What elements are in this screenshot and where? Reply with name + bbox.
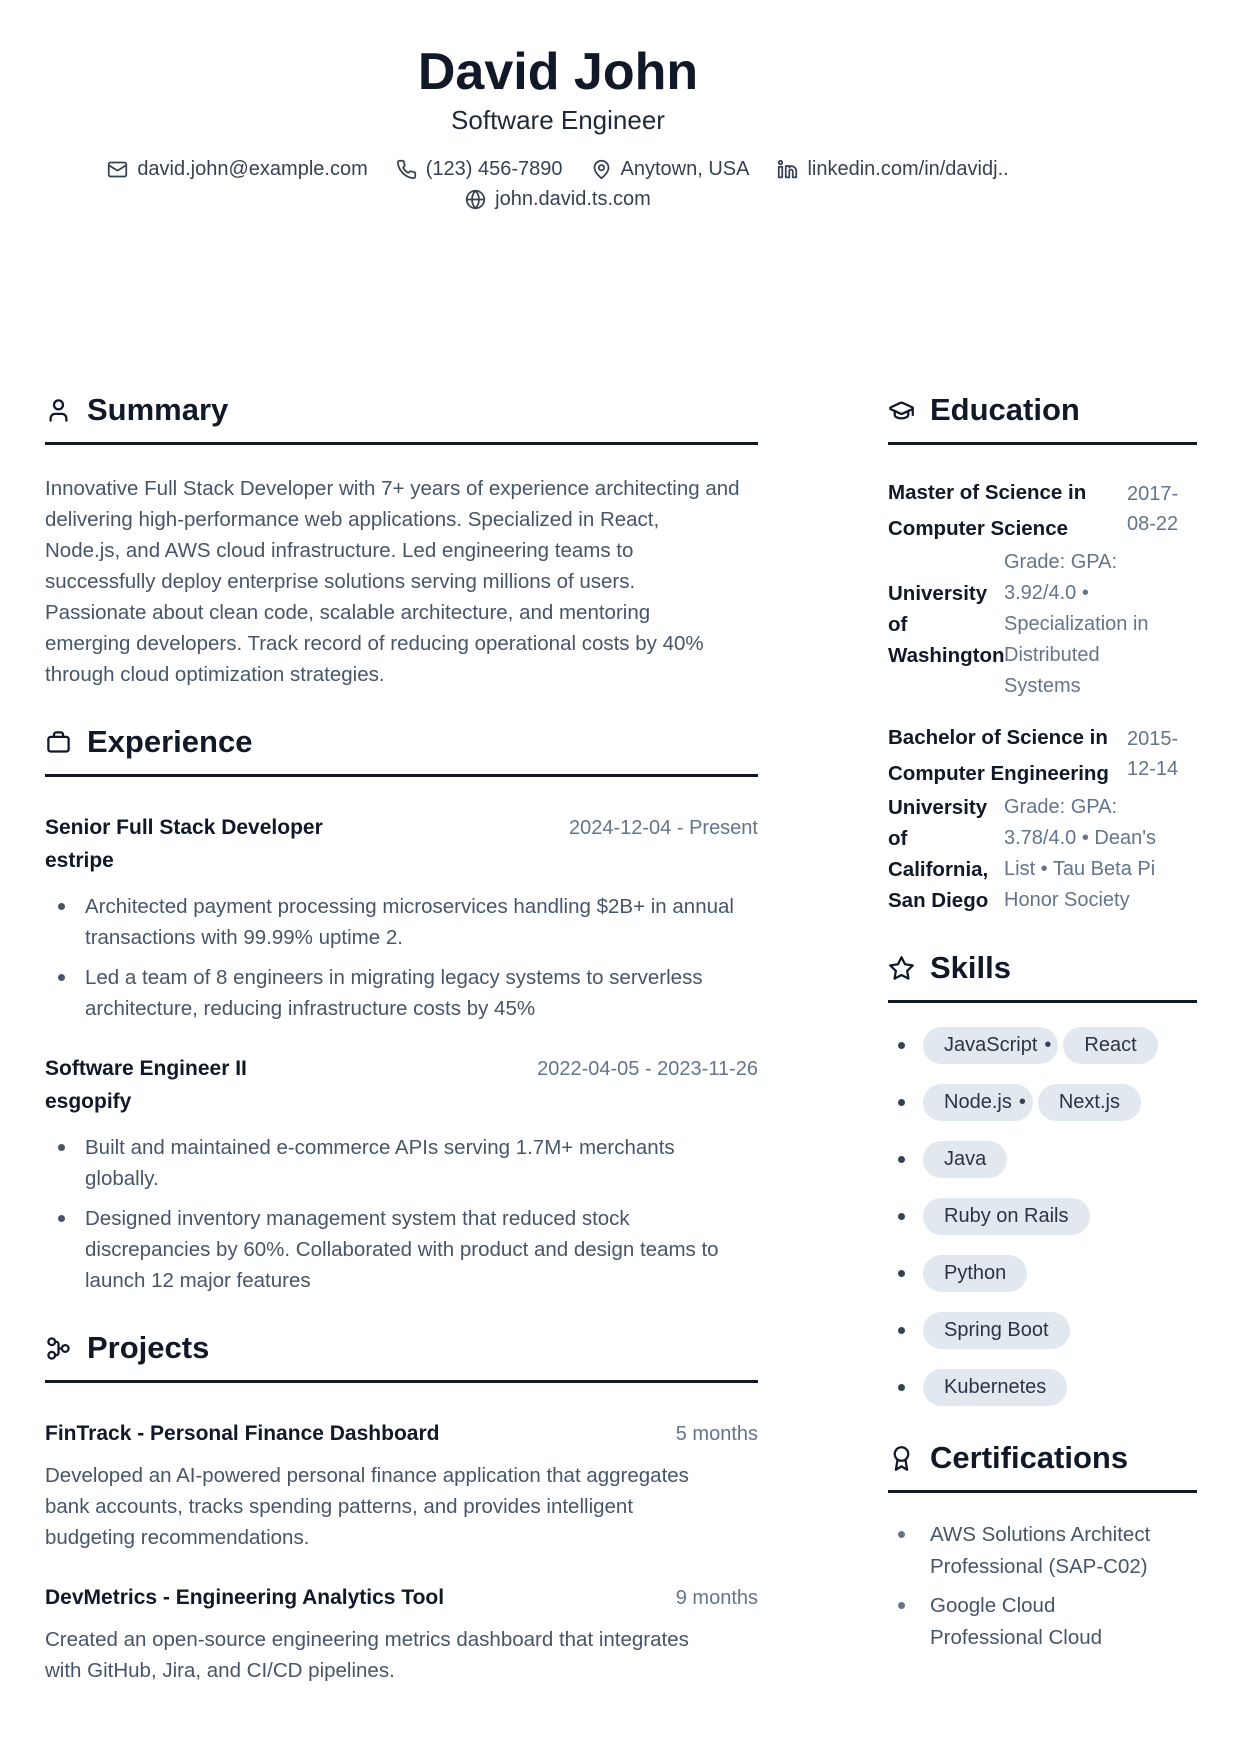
education-entry	[888, 720, 1197, 916]
skill-pill: Next.js	[1038, 1084, 1141, 1121]
job-list	[45, 811, 758, 1296]
project-entry	[45, 1417, 758, 1553]
contact-item	[396, 154, 563, 184]
education-details: Grade: GPA: 3.78/4.0 • Dean's List • Tau Beta Pi Honor Society	[1004, 796, 1157, 911]
contact-item	[465, 184, 651, 214]
skill-row	[888, 1141, 1197, 1178]
education-date: 2017-08-22	[1127, 483, 1179, 535]
education-entry	[888, 475, 1197, 702]
contact-text: john.david.ts.com	[495, 188, 651, 210]
contact-item	[777, 154, 1008, 184]
contact-text: david.john@example.com	[137, 158, 368, 180]
section-divider	[45, 774, 758, 777]
right-column	[888, 390, 1197, 1707]
project-duration: 9 months	[675, 1587, 758, 1609]
section-heading	[888, 1438, 1197, 1478]
experience-entry	[45, 1052, 758, 1296]
section-divider	[888, 1490, 1197, 1493]
job-dates: 2022-04-05 - 2023-11-26	[537, 1058, 758, 1080]
section-heading	[45, 390, 758, 430]
job-company: estripe	[45, 849, 114, 872]
education-date: 2015-12-14	[1127, 728, 1179, 780]
skill-separator: •	[1044, 1034, 1052, 1056]
education-details: Grade: GPA: 3.92/4.0 • Specialization in Distributed Systems	[1004, 551, 1149, 697]
section-title: Summary	[87, 392, 229, 427]
project-list	[45, 1417, 758, 1686]
job-dates: 2024-12-04 - Present	[568, 817, 758, 839]
job-bullet: Designed inventory management system that reduced stock discrepancies by 60%. Collaborated with product and design teams to launch 12 major features	[45, 1203, 740, 1296]
skill-row	[888, 1084, 1197, 1121]
school-list	[888, 475, 1197, 916]
section-title: Certifications	[930, 1440, 1129, 1475]
section-title: Experience	[87, 724, 253, 759]
briefcase-icon	[45, 729, 72, 756]
contact-item	[107, 154, 367, 184]
job-bullet: Architected payment processing microservices handling $2B+ in annual transactions with 99.99% uptime 2.	[45, 891, 740, 953]
skill-list	[888, 1027, 1197, 1406]
contact-text: linkedin.com/in/davidj..	[807, 158, 1009, 180]
contact-info	[0, 154, 1116, 214]
projects-section	[45, 1328, 758, 1686]
phone-icon	[396, 159, 417, 180]
linkedin-icon	[777, 159, 798, 180]
contact-row-2	[0, 184, 1116, 214]
candidate-title: Software Engineer	[451, 105, 665, 135]
job-bullet: Built and maintained e-commerce APIs serving 1.7M+ merchants globally.	[45, 1132, 740, 1194]
summary-section	[45, 390, 758, 690]
award-icon	[888, 1445, 915, 1472]
graduation-cap-icon	[888, 397, 915, 424]
job-bullets	[45, 891, 758, 1024]
mail-icon	[107, 159, 128, 180]
degree: Bachelor of Science in Computer Engineering	[888, 726, 1109, 785]
summary-text: Innovative Full Stack Developer with 7+ years of experience architecting and delivering high-performance web applications. Specialized in React, Node.js, and AWS cloud infrastructure. Led engineering teams to successfully deploy enterprise solutions serving millions of users. Passionate about clean code, scalable architecture, and mentoring emerging developers. Track record of reducing operational costs by 40% through cloud optimization strategies.	[45, 477, 740, 686]
contact-text: Anytown, USA	[620, 158, 750, 180]
project-description: Developed an AI-powered personal finance application that aggregates bank accounts, tracks spending patterns, and provides intelligent budgeting recommendations.	[45, 1464, 689, 1549]
experience-entry	[45, 811, 758, 1024]
section-heading	[888, 390, 1197, 430]
resume-header	[0, 0, 1116, 214]
skill-pill: Ruby on Rails	[923, 1198, 1090, 1235]
section-heading	[888, 948, 1197, 988]
skill-row	[888, 1255, 1197, 1292]
job-title: Senior Full Stack Developer	[45, 816, 323, 839]
contact-row-1	[0, 154, 1116, 184]
certification-item: AWS Solutions Architect Professional (SAP-C02)	[888, 1519, 1168, 1583]
git-fork-icon	[45, 1335, 72, 1362]
resume-columns	[0, 390, 1242, 1707]
project-duration: 5 months	[675, 1423, 758, 1445]
skill-pill: Python	[923, 1255, 1027, 1292]
section-heading	[45, 1328, 758, 1368]
section-heading	[45, 722, 758, 762]
contact-text: (123) 456-7890	[425, 158, 563, 180]
skill-pill: Java	[923, 1141, 1007, 1178]
skill-pill: React	[1063, 1027, 1157, 1064]
section-divider	[888, 1000, 1197, 1003]
user-icon	[45, 397, 72, 424]
institution: University of California, San Diego	[888, 796, 989, 912]
project-entry	[45, 1581, 758, 1686]
section-divider	[888, 442, 1197, 445]
skill-row	[888, 1312, 1197, 1349]
skill-pill: Spring Boot	[923, 1312, 1070, 1349]
job-title: Software Engineer II	[45, 1057, 247, 1080]
skill-separator: •	[1018, 1091, 1026, 1113]
skill-row	[888, 1369, 1197, 1406]
section-title: Projects	[87, 1330, 210, 1365]
section-title: Skills	[930, 950, 1011, 985]
globe-icon	[465, 189, 486, 210]
skill-pill: Kubernetes	[923, 1369, 1067, 1406]
map-pin-icon	[591, 159, 612, 180]
job-company: esgopify	[45, 1090, 132, 1113]
skill-row	[888, 1198, 1197, 1235]
experience-section	[45, 722, 758, 1296]
skill-pill: JavaScript	[923, 1027, 1058, 1064]
section-divider	[45, 1380, 758, 1383]
left-column	[45, 390, 758, 1707]
education-section	[888, 390, 1197, 916]
degree: Master of Science in Computer Science	[888, 481, 1087, 540]
section-divider	[45, 442, 758, 445]
contact-item	[591, 154, 750, 184]
skills-section	[888, 948, 1197, 1406]
job-bullet: Led a team of 8 engineers in migrating legacy systems to serverless architecture, reducing infrastructure costs by 45%	[45, 962, 740, 1024]
project-name: DevMetrics - Engineering Analytics Tool	[45, 1586, 445, 1609]
project-description: Created an open-source engineering metrics dashboard that integrates with GitHub, Jira, and CI/CD pipelines.	[45, 1628, 689, 1682]
certification-list	[888, 1519, 1197, 1654]
job-bullets	[45, 1132, 758, 1296]
section-title: Education	[930, 392, 1080, 427]
star-icon	[888, 955, 915, 982]
skill-row	[888, 1027, 1197, 1064]
institution: University of Washington	[888, 582, 1005, 667]
skill-pill: Node.js	[923, 1084, 1033, 1121]
project-name: FinTrack - Personal Finance Dashboard	[45, 1422, 440, 1445]
candidate-name: David John	[417, 43, 699, 101]
certification-item: Google Cloud Professional Cloud	[888, 1590, 1168, 1654]
certifications-section	[888, 1438, 1197, 1654]
